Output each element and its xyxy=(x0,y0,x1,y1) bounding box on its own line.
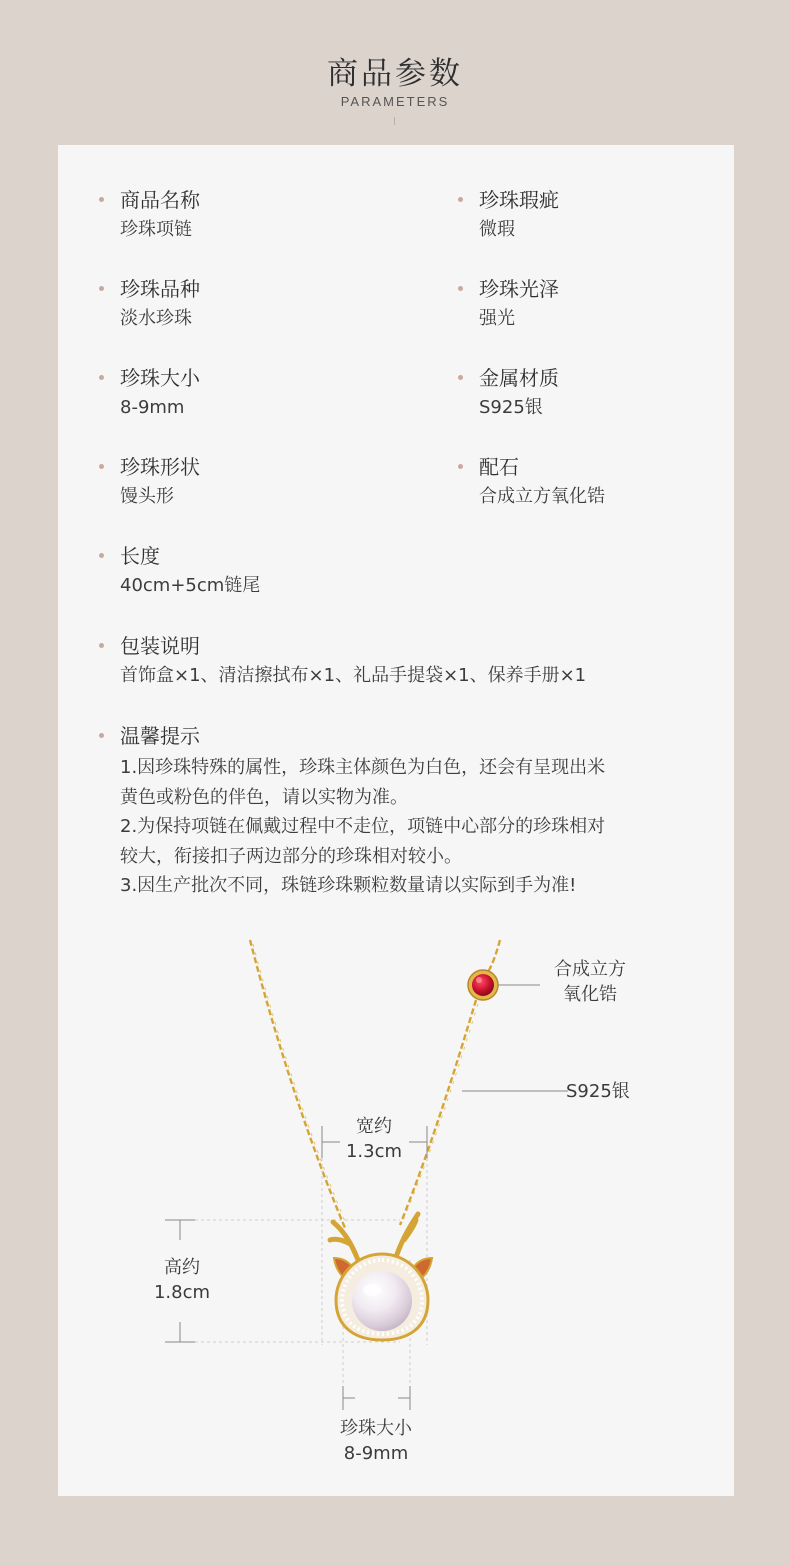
param-label: 珍珠品种 xyxy=(120,277,200,301)
pearl xyxy=(352,1271,412,1331)
param-value: S925银 xyxy=(479,397,543,418)
notes-line: 3.因生产批次不同，珠链珍珠颗粒数量请以实际到手为准! xyxy=(120,875,577,896)
param-value: 馒头形 xyxy=(120,486,174,507)
height-value: 1.8cm xyxy=(153,1282,211,1303)
param-label: 商品名称 xyxy=(120,188,200,212)
notes-line: 较大，衔接扣子两边部分的珍珠相对较小。 xyxy=(120,845,462,867)
param-label: 珍珠大小 xyxy=(120,366,200,390)
chain-right-upper xyxy=(488,940,500,972)
param-value: 8-9mm xyxy=(120,397,185,418)
param-label: 珍珠光泽 xyxy=(479,277,559,301)
param-label: 配石 xyxy=(479,455,519,479)
width-value: 1.3cm xyxy=(345,1141,403,1162)
page-title: 商品参数 xyxy=(327,56,463,92)
param-label: 长度 xyxy=(120,544,160,568)
pearl-size-annotation xyxy=(324,1416,428,1466)
param-value: 首饰盒×1、清洁擦拭布×1、礼品手提袋×1、保养手册×1 xyxy=(120,665,587,686)
notes-line: 2.为保持项链在佩戴过程中不走位，项链中心部分的珍珠相对 xyxy=(120,816,606,837)
metal-annotation: S925银 xyxy=(566,1081,630,1102)
notes-label: 温馨提示 xyxy=(120,724,200,748)
stone-label-line1: 合成立方 xyxy=(554,959,626,980)
param-label: 金属材质 xyxy=(479,366,559,390)
param-value: 40cm+5cm链尾 xyxy=(120,575,261,596)
red-stone xyxy=(468,970,498,1000)
height-label: 高约 xyxy=(164,1257,200,1278)
notes-line: 1.因珍珠特殊的属性，珍珠主体颜色为白色，还会有呈现出米 xyxy=(120,757,606,778)
width-label: 宽约 xyxy=(356,1116,392,1137)
stone-annotation xyxy=(540,957,640,1007)
width-annotation xyxy=(324,1114,424,1164)
param-value: 强光 xyxy=(479,308,515,329)
param-value: 珍珠项链 xyxy=(120,219,192,240)
height-annotation xyxy=(132,1255,232,1305)
page-subtitle: PARAMETERS xyxy=(340,94,450,109)
pearl-size-label: 珍珠大小 xyxy=(340,1418,412,1439)
param-value: 淡水珍珠 xyxy=(120,308,192,329)
notes-line: 黄色或粉色的伴色，请以实物为准。 xyxy=(120,786,408,808)
stone-label-line2: 氧化锆 xyxy=(563,984,617,1005)
deer-pendant xyxy=(330,1214,432,1340)
param-value: 合成立方氧化锆 xyxy=(479,486,605,507)
param-label: 包装说明 xyxy=(120,634,200,658)
chain-right-lower xyxy=(400,1000,476,1225)
pearl-size-value: 8-9mm xyxy=(343,1443,409,1464)
param-label: 珍珠形状 xyxy=(120,455,200,479)
param-label: 珍珠瑕疵 xyxy=(479,188,559,212)
param-value: 微瑕 xyxy=(479,219,515,240)
